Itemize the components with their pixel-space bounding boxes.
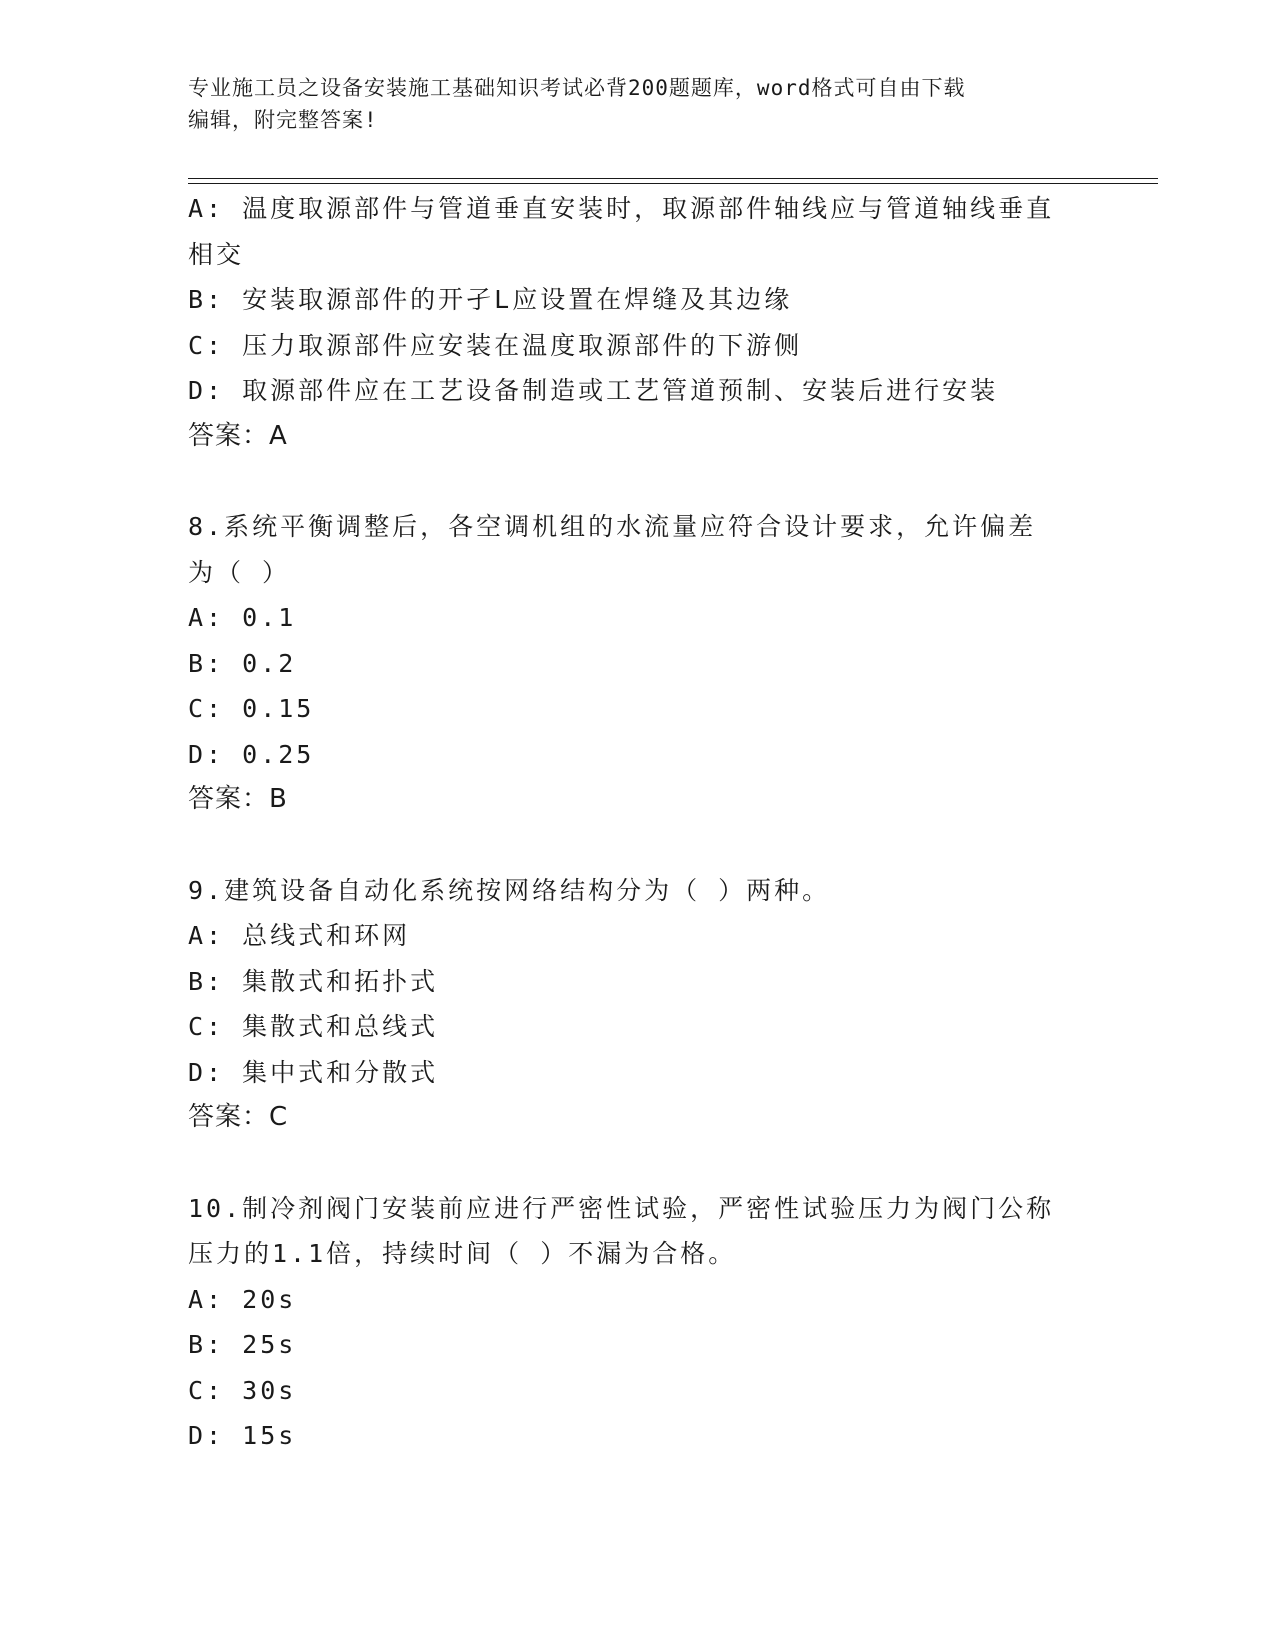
question-7 — [188, 186, 1088, 459]
question-stem-line-1: 8.系统平衡调整后，各空调机组的水流量应符合设计要求，允许偏差 — [188, 512, 1037, 541]
question-9 — [188, 868, 1088, 1141]
option-c: C: 0.15 — [188, 694, 315, 723]
option-d: D: 集中式和分散式 — [188, 1057, 439, 1087]
question-stem: 9.建筑设备自动化系统按网络结构分为（ ）两种。 — [188, 875, 831, 905]
header-title-line-2: 编辑，附完整答案! — [188, 108, 378, 132]
answer: 答案：A — [188, 420, 288, 451]
answer: 答案：C — [188, 1102, 289, 1132]
option-b: B: 25s — [188, 1330, 297, 1359]
option-d: D: 取源部件应在工艺设备制造或工艺管道预制、安装后进行安装 — [188, 376, 999, 405]
spacer — [188, 459, 1088, 504]
answer: 答案：B — [188, 784, 288, 814]
option-c: C: 30s — [188, 1375, 297, 1405]
option-a: A: 20s — [188, 1284, 297, 1314]
question-stem-line-1: 10.制冷剂阀门安装前应进行严密性试验，严密性试验压力为阀门公称 — [188, 1193, 1055, 1223]
question-content — [188, 186, 1088, 1459]
option-a-line-1: A: 温度取源部件与管道垂直安装时，取源部件轴线应与管道轴线垂直 — [188, 194, 1055, 223]
option-c: C: 压力取源部件应安装在温度取源部件的下游侧 — [188, 330, 803, 360]
option-a: A: 总线式和环网 — [188, 921, 411, 950]
question-10 — [188, 1186, 1088, 1459]
spacer — [188, 823, 1088, 868]
option-b: B: 0.2 — [188, 648, 297, 678]
spacer — [188, 1141, 1088, 1186]
option-d: D: 15s — [188, 1421, 297, 1450]
option-b: B: 集散式和拓扑式 — [188, 966, 439, 996]
header-title-line-1: 专业施工员之设备安装施工基础知识考试必背200题题库，word格式可自由下载 — [188, 76, 966, 100]
option-d: D: 0.25 — [188, 739, 315, 769]
question-stem-line-2: 压力的1.1倍，持续时间（ ）不漏为合格。 — [188, 1239, 737, 1268]
document-header — [188, 72, 1088, 136]
option-a: A: 0.1 — [188, 603, 297, 632]
question-8 — [188, 504, 1088, 823]
option-c: C: 集散式和总线式 — [188, 1012, 439, 1041]
question-stem-line-2: 为（ ） — [188, 557, 291, 587]
option-b: B: 安装取源部件的开孑L应设置在焊缝及其边缘 — [188, 285, 793, 314]
header-double-rule — [188, 178, 1158, 184]
option-a-line-2: 相交 — [188, 239, 245, 269]
